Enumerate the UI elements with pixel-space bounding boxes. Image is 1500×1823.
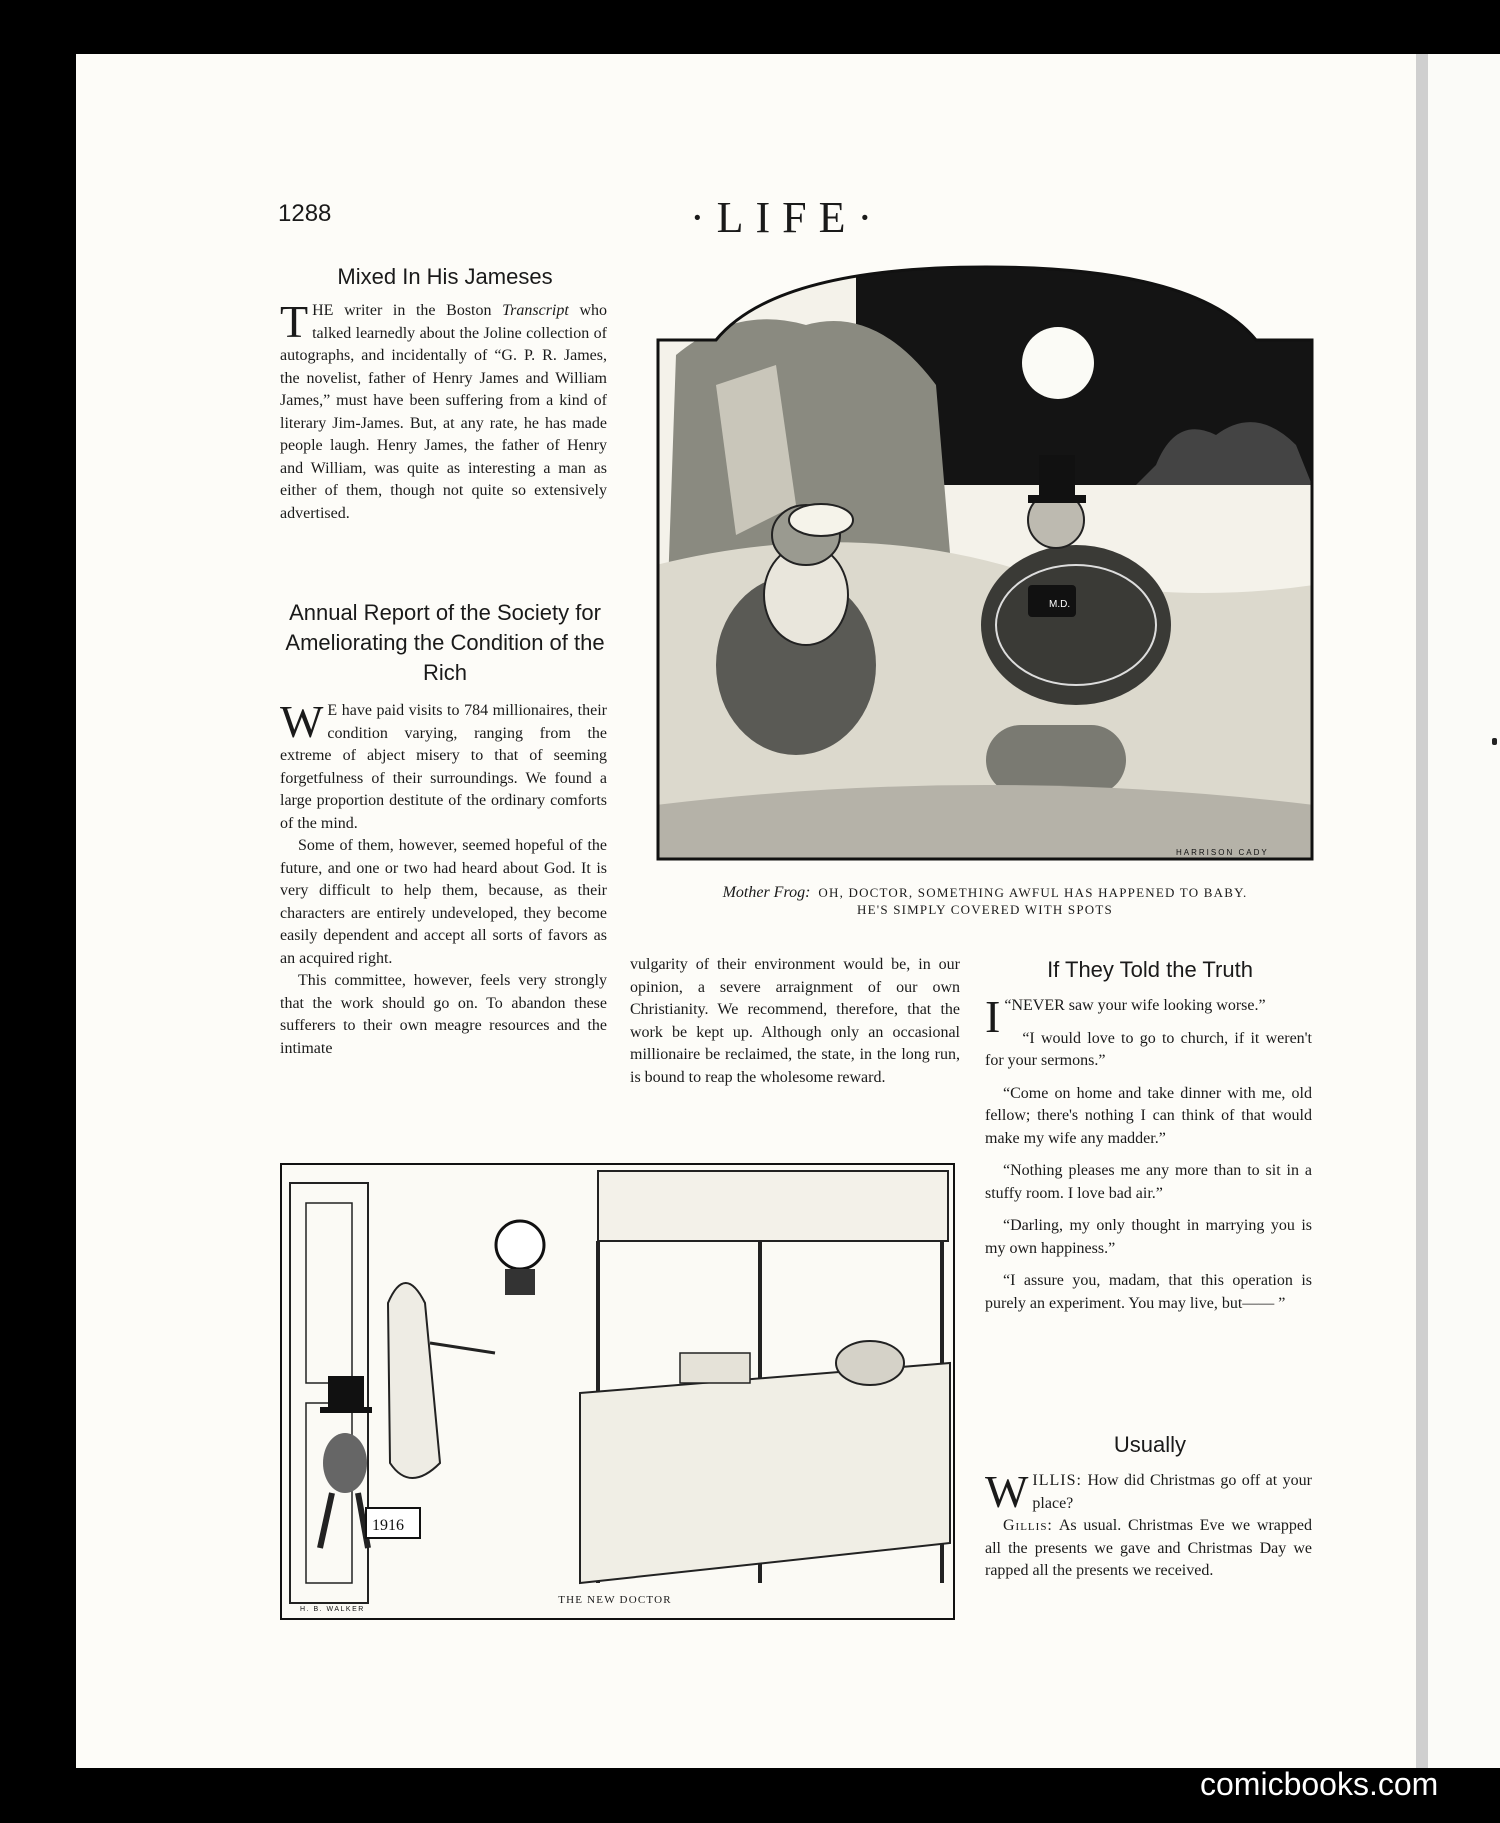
article4-title: Usually	[1113, 1432, 1187, 1457]
page-number: 1288	[278, 200, 332, 227]
article3-title: If They Told the Truth	[1047, 957, 1253, 982]
new-doctor-illustration	[280, 1163, 955, 1620]
article3-dropcap: I	[985, 991, 1001, 1042]
article1-title: Mixed In His Jameses	[337, 264, 553, 289]
article1-dropcap: T	[280, 296, 309, 347]
bag-label: M.D.	[1049, 599, 1071, 610]
illustration2-signature: H. B. WALKER	[300, 1606, 365, 1613]
caption-speaker: Mother Frog:	[722, 884, 811, 901]
article2-dropcap: W	[280, 696, 324, 747]
article3-body: “ I NEVER saw your wife looking worse.” “I would love to go to church, if it weren't for your sermons.” “Come on home and take dinner with me, old fellow; there's nothing I can think of that would make my wife any madder.” “Nothing pleases me any more than to sit in a stuffy room. I love bad air.” “Darling, my only thought in marrying you is my own happiness.” “I assure you, madam, that this operation is purely an experiment. You may live, but—— ”	[985, 991, 1312, 1312]
article2-body: W E have paid visits to 784 millionaires, their condition varying, ranging from the extreme of abject misery to that of seeming forgetfulness of their surroundings. We found a large proportion destitute of the ordinary comforts of the mind. Some of them, however, seemed hopeful of the future, and one or two had heard about God. It is very difficult to help them, because, as their characters are entirely undeveloped, they become easily dependent and accept all sorts of favors as an acquired right. This committee, however, feels very strongly that the work should go on. To abandon these sufferers to their own meagre resources and the intimate	[280, 696, 607, 1057]
masthead: ·LIFE·	[690, 193, 885, 242]
article4-body: WILLIS: How did Christmas go off at your place? Gillis: As usual. Christmas Eve we wrapped all the presents we gave and Christmas Day we rapped all the presents we received.	[985, 1466, 1313, 1579]
illustration1-signature: HARRISON CADY	[1176, 848, 1269, 857]
footer-brand: comicbooks.com	[1200, 1766, 1439, 1802]
facing-page-strip	[1428, 54, 1500, 1768]
year-label: 1916	[372, 1517, 404, 1534]
article2-title: Annual Report of the Society for Ameliorating the Condition of the Rich	[285, 600, 605, 685]
illustration1-caption: Mother Frog: OH, DOCTOR, SOMETHING AWFUL HAS HAPPENED TO BABY. HE'S SIMPLY COVERED WITH SPOTS	[722, 884, 1248, 917]
article1-body: THE writer in the Boston Transcript who talked learnedly about the Joline collection of autographs, and incidentally of “G. P. R. James, the novelist, father of Henry James and William James,” must have been suffering from a kind of literary Jim-James. But, at any rate, he has made people laugh. Henry James, the father of Henry and William, was quite as interesting a man as either of them, though not quite so extensively advertised.	[280, 296, 607, 522]
frog-doctor-illustration	[656, 265, 1314, 861]
article4-dropcap: W	[985, 1466, 1029, 1517]
publication-name: Transcript	[502, 302, 569, 319]
page-gutter-edge	[1416, 54, 1428, 1768]
article2-continued: vulgarity of their environment would be, in our opinion, a severe arraignment of our own Christianity. We recommend, therefore, that the work be kept up. Although only an occasional millionaire be reclaimed, the state, in the long run, is bound to reap the wholesome reward.	[630, 956, 960, 1086]
illustration2-caption: THE NEW DOCTOR	[558, 1594, 672, 1606]
facing-page-mark	[1492, 738, 1497, 745]
